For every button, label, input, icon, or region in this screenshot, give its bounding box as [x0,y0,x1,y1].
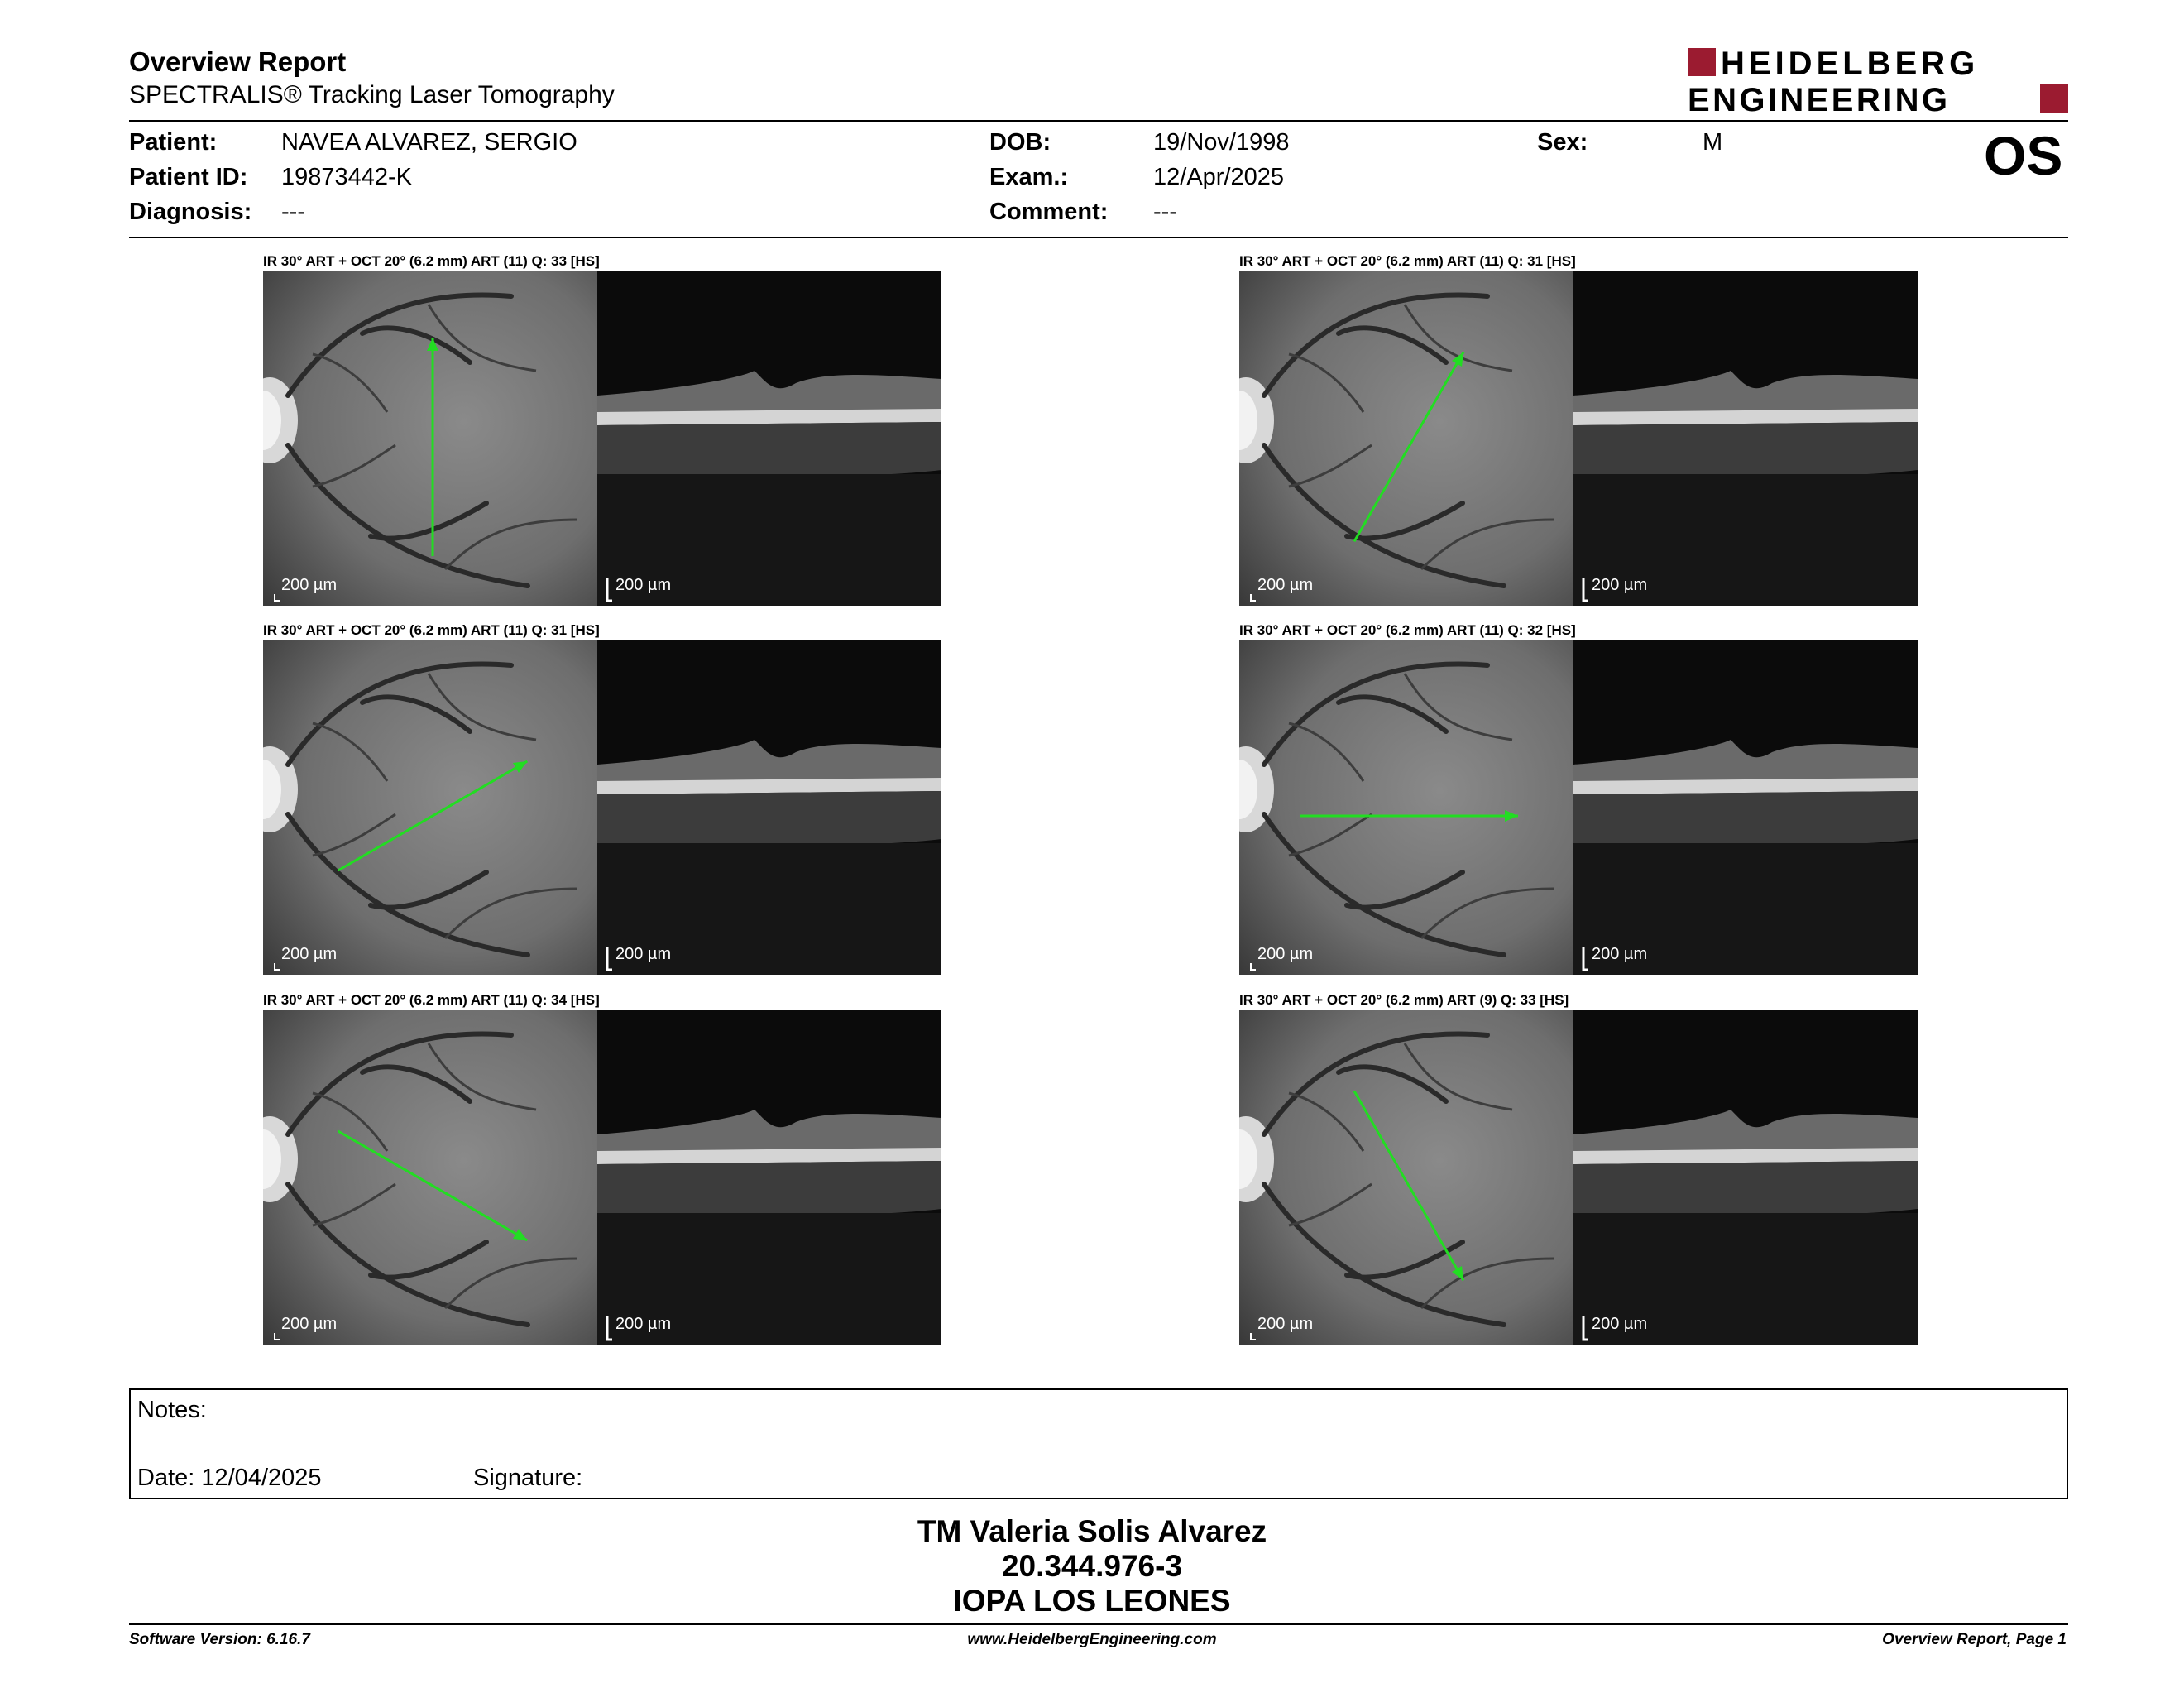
diagnosis-value: --- [281,199,305,225]
scan-panel[interactable] [263,992,941,1381]
logo-text-line2: ENGINEERING [1688,82,1951,116]
scan-caption: IR 30° ART + OCT 20° (6.2 mm) ART (9) Q: 33 [HS] [1239,992,1569,1008]
sex-value: M [1703,129,1723,156]
logo-square-bottom [2040,84,2068,113]
patient-info-rule [129,237,2068,238]
notes-box [129,1388,2068,1499]
stamp-institution: IOPA LOS LEONES [953,1584,1231,1618]
fundus-ir-image[interactable] [1239,640,1573,975]
dob-value: 19/Nov/1998 [1153,129,1290,156]
oct-scale-label: 200 µm [1592,576,1648,594]
scan-panel[interactable] [1239,992,1918,1381]
choroid [1573,422,1918,477]
oct-bscan-image[interactable] [1573,1010,1918,1345]
ir-scale-label: 200 µm [1257,1315,1314,1333]
exam-label: Exam.: [989,164,1069,190]
signature-label: Signature: [473,1465,583,1491]
choroid [597,791,941,846]
software-version: Software Version: 6.16.7 [129,1631,310,1648]
scan-caption: IR 30° ART + OCT 20° (6.2 mm) ART (11) Q: 32 [HS] [1239,622,1576,638]
exam-value: 12/Apr/2025 [1153,164,1285,190]
oct-bscan-image[interactable] [597,640,941,975]
stamp-name: TM Valeria Solis Alvarez [917,1514,1267,1548]
oct-scale-label: 200 µm [1592,1315,1648,1333]
fundus-ir-image[interactable] [1239,271,1573,606]
ir-scale-label: 200 µm [281,576,338,594]
scan-caption: IR 30° ART + OCT 20° (6.2 mm) ART (11) Q: 31 [HS] [1239,253,1576,269]
patient-id: 19873442-K [281,164,413,190]
footer-rule [129,1623,2068,1625]
diagnosis-label: Diagnosis: [129,199,252,225]
oct-scale-label: 200 µm [615,945,672,963]
stamp-id: 20.344.976-3 [1001,1549,1183,1583]
fundus-ir-image[interactable] [263,640,597,975]
oct-bscan-image[interactable] [1573,271,1918,606]
scan-panel[interactable] [1239,622,1918,1011]
report-title: Overview Report [129,46,347,77]
dob-label: DOB: [989,129,1051,156]
logo-square-top [1688,48,1716,76]
ir-scale-label: 200 µm [1257,945,1314,963]
patient-name: NAVEA ALVAREZ, SERGIO [281,129,577,156]
comment-label: Comment: [989,199,1109,225]
fundus-ir-image[interactable] [263,271,597,606]
header-rule [129,120,2068,122]
eye-indicator: OS [1984,125,2063,186]
scan-caption: IR 30° ART + OCT 20° (6.2 mm) ART (11) Q: 33 [HS] [263,253,600,269]
comment-value: --- [1153,199,1177,225]
page-number: Overview Report, Page 1 [1882,1631,2067,1648]
ir-scale-label: 200 µm [1257,576,1314,594]
ir-scale-label: 200 µm [281,1315,338,1333]
website-link[interactable]: www.HeidelbergEngineering.com [967,1631,1217,1648]
oct-scale-label: 200 µm [615,576,672,594]
choroid [597,422,941,477]
oct-bscan-image[interactable] [597,271,941,606]
notes-date: Date: 12/04/2025 [137,1465,322,1491]
patient-id-label: Patient ID: [129,164,248,190]
scan-panel[interactable] [263,622,941,1011]
fundus-ir-image[interactable] [1239,1010,1573,1345]
oct-bscan-image[interactable] [597,1010,941,1345]
heidelberg-engineering-logo [1688,46,2068,116]
oct-scale-label: 200 µm [615,1315,672,1333]
notes-label: Notes: [137,1397,207,1423]
patient-label: Patient: [129,129,218,156]
scan-caption: IR 30° ART + OCT 20° (6.2 mm) ART (11) Q: 31 [HS] [263,622,600,638]
scan-panel[interactable] [1239,253,1918,642]
scan-panel[interactable] [263,253,941,642]
logo-text-line1: HEIDELBERG [1721,46,1980,82]
sex-label: Sex: [1537,129,1588,156]
choroid [597,1161,941,1216]
oct-bscan-image[interactable] [1573,640,1918,975]
report-subtitle: SPECTRALIS® Tracking Laser Tomography [129,81,615,108]
ir-scale-label: 200 µm [281,945,338,963]
choroid [1573,791,1918,846]
fundus-ir-image[interactable] [263,1010,597,1345]
oct-scale-label: 200 µm [1592,945,1648,963]
scan-caption: IR 30° ART + OCT 20° (6.2 mm) ART (11) Q: 34 [HS] [263,992,600,1008]
choroid [1573,1161,1918,1216]
